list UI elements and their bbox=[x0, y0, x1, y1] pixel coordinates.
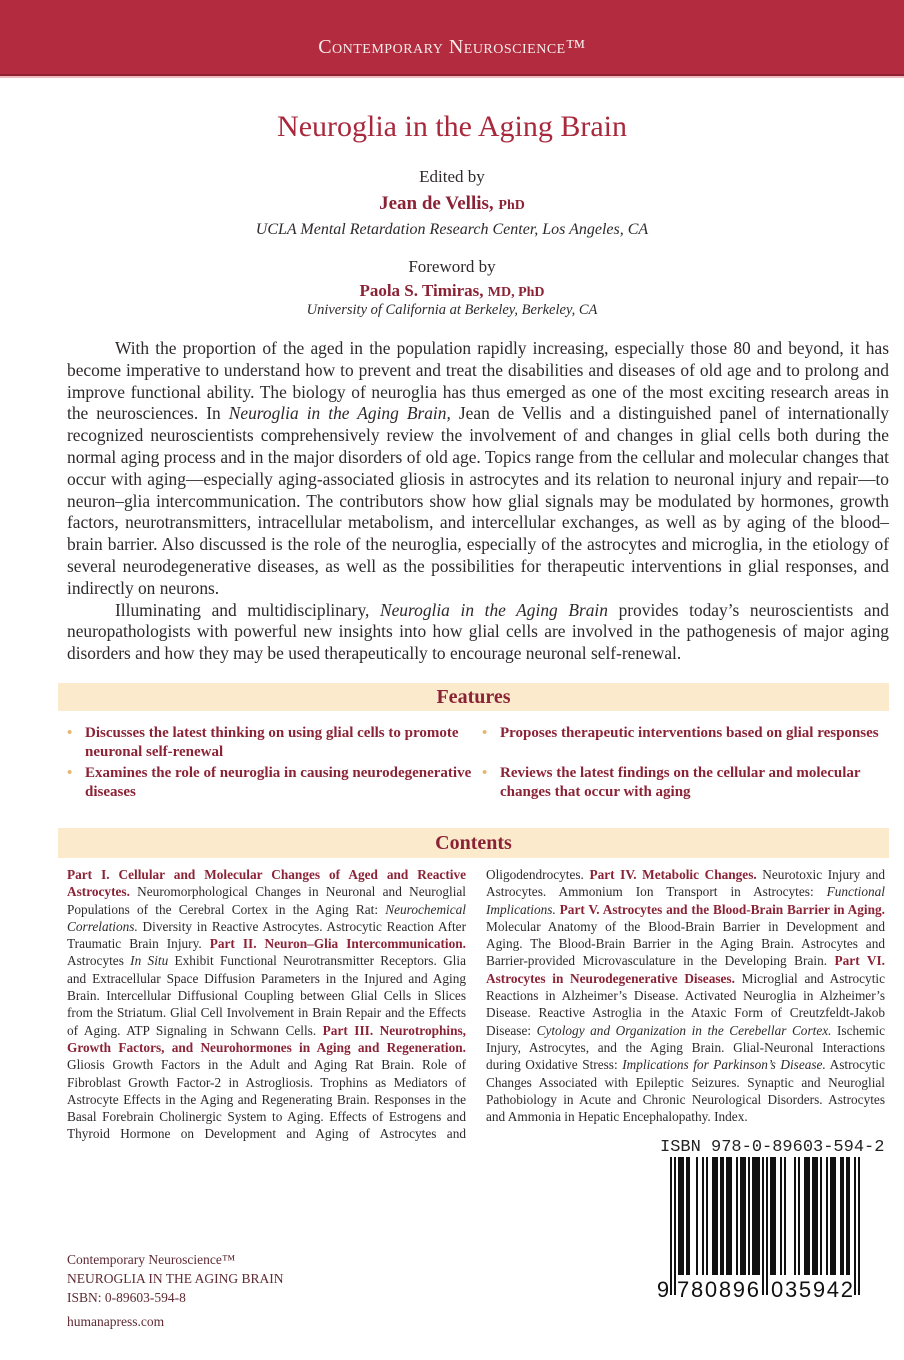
foreword-author bbox=[0, 281, 904, 301]
barcode-bar bbox=[720, 1157, 722, 1275]
barcode-bar bbox=[814, 1157, 816, 1275]
book-description bbox=[67, 338, 889, 665]
barcode-bar bbox=[840, 1157, 842, 1275]
footer-title: NEUROGLIA IN THE AGING BRAIN bbox=[67, 1271, 284, 1286]
contents-chapters: Gliosis Growth Factors in the Adult and Aging Rat Brain. Role of Fibroblast Growth Factor-2 in Astrogliosis. Trophins as Mediators of Astrocyte Effects in the Aging and Regenerating Brain. Responses in the Basal Forebrain Cholinergic System to Aging. Effects of Estrogens and Thyroid Hormone on Development and Aging of Astrocytes and Oligodendrocytes. bbox=[67, 867, 590, 1142]
foreword-affiliation: University of California at Berkeley, Berkeley, CA bbox=[306, 302, 598, 318]
contents-chapters: Neurotoxic Injury and Astrocytes. Ammonium Ion Transport in Astrocytes: bbox=[486, 867, 886, 900]
features-list bbox=[65, 724, 885, 801]
contents-chapters: Ischemic Injury, Astrocytes, and the Aging Brain. Glial-Neuronal Interactions during Oxidative Stress: bbox=[486, 1022, 885, 1073]
barcode-bar bbox=[752, 1157, 754, 1275]
barcode-bar bbox=[780, 1157, 782, 1275]
barcode-bar bbox=[742, 1157, 744, 1275]
barcode-bar bbox=[808, 1157, 810, 1275]
barcode-bar bbox=[762, 1157, 764, 1295]
contents-subtitle: Neurochemical Correlations. bbox=[67, 901, 466, 934]
contents-chapters: Astrocytic Changes Associated with Epileptic Seizures. Synaptic and Neuroglial Pathobiology in Acute and Chronic Neurological Disorders. Astrocytes and Ammonia in Hepatic Encephalopathy. Index. bbox=[486, 1057, 885, 1125]
barcode-bar bbox=[772, 1157, 774, 1275]
barcode-bar bbox=[804, 1157, 806, 1275]
footer-info bbox=[67, 1250, 284, 1307]
barcode-bar bbox=[766, 1157, 768, 1295]
contents-heading: Contents bbox=[58, 828, 889, 858]
barcode-left-digits: 780896 bbox=[677, 1277, 759, 1302]
editor-degree: PhD bbox=[498, 198, 525, 213]
banner-divider bbox=[0, 76, 904, 78]
bullet-icon: • bbox=[67, 765, 73, 781]
contents-chapters: Exhibit Functional Neurotransmitter Receptors. Glia and Extracellular Space Diffusion Parameters in the Injured and Aging Brain. Intercellular Diffusional Coupling between Glial Cells in Slices from the Striatum. Glial Cell Involvement in Brain Repair and the Effects of Aging. ATP Signaling in Schwann Cells. bbox=[67, 953, 466, 1038]
bullet-icon: • bbox=[482, 765, 488, 781]
isbn-barcode-label: ISBN 978-0-89603-594-2 bbox=[660, 1138, 885, 1157]
barcode-bar bbox=[678, 1157, 680, 1275]
barcode-bar bbox=[730, 1157, 732, 1275]
barcode-bar bbox=[830, 1157, 832, 1275]
bullet-icon: • bbox=[67, 725, 73, 741]
book-title-reference: Neuroglia in the Aging Brain, bbox=[228, 403, 451, 424]
contents-part-heading: Part VI. Astrocytes in Neurodegenerative Diseases. bbox=[486, 953, 885, 986]
foreword-by-label: Foreword by bbox=[408, 257, 496, 276]
barcode-bar bbox=[696, 1157, 698, 1275]
contents-chapters: Astrocytes bbox=[67, 953, 131, 969]
barcode-bar bbox=[770, 1157, 772, 1275]
contents-subtitle: Cytology and Organization in the Cerebellar Cortex. bbox=[536, 1022, 832, 1038]
barcode-bar bbox=[702, 1157, 704, 1275]
barcode-bar bbox=[858, 1157, 860, 1295]
barcode-bar bbox=[728, 1157, 730, 1275]
barcode-bar bbox=[806, 1157, 808, 1275]
foreword-author-degree: MD, PhD bbox=[487, 285, 545, 300]
barcode-bar bbox=[744, 1157, 746, 1275]
barcode-bar bbox=[756, 1157, 758, 1275]
contents-part-heading: Part III. Neurotrophins, Growth Factors, and Neurohormones in Aging and Regeneration. bbox=[67, 1022, 466, 1055]
feature-text: Proposes therapeutic interventions based on glial responses bbox=[500, 725, 879, 741]
feature-item bbox=[65, 764, 480, 801]
contents-part-heading: Part V. Astrocytes and the Blood-Brain Barrier in Aging. bbox=[559, 901, 885, 917]
foreword-author-name: Paola S. Timiras, bbox=[359, 281, 484, 300]
contents-part-heading: Part II. Neuron–Glia Intercommunication. bbox=[209, 936, 466, 952]
barcode-bar bbox=[686, 1157, 688, 1275]
barcode-bar bbox=[826, 1157, 828, 1275]
feature-item bbox=[480, 764, 885, 801]
feature-item bbox=[65, 724, 480, 761]
contents-chapters: Molecular Anatomy of the Blood-Brain Barrier in Development and Aging. The Blood-Brain Barrier in the Aging Brain. Astrocytes and Barrier-provided Microvasculature in the Developing Brain. bbox=[486, 918, 885, 969]
barcode-bar bbox=[714, 1157, 716, 1275]
description-paragraph bbox=[67, 338, 889, 600]
editor-affiliation: UCLA Mental Retardation Research Center, Los Angeles, CA bbox=[255, 221, 649, 238]
contents-subtitle: Implications for Parkinson’s Disease. bbox=[622, 1057, 826, 1073]
barcode-bar bbox=[680, 1157, 682, 1275]
description-text: Jean de Vellis and a distinguished panel of internationally recognized neuroscientists comprehensively review the involvement of and changes in glial cells both during the normal aging process and in the major disorders of old age. Topics range from the cellular and molecular changes that occur with aging—especially aging-associated gliosis in astrocytes and its relation to neuronal injury and repair—to neuron–glia intercommunication. The contributors show how glial signals may be modulated by hormones, growth factors, neurotransmitters, intracellular metabolism, and intercellular exchanges, as well as by aging of the blood–brain barrier. Also discussed is the role of the neuroglia, especially of the astrocytes and microglia, in the etiology of several neurodegenerative diseases, as well as the possibilities for therapeutic interventions in glial responses, and indirectly on neurons. bbox=[67, 403, 889, 598]
isbn-barcode bbox=[656, 1157, 860, 1307]
publisher-website: humanapress.com bbox=[67, 1314, 165, 1329]
barcode-bar bbox=[716, 1157, 718, 1275]
barcode-first-digit: 9 bbox=[656, 1277, 670, 1302]
barcode-bar bbox=[706, 1157, 708, 1275]
feature-item bbox=[480, 724, 885, 761]
series-title: Contemporary Neuroscience™ bbox=[318, 36, 586, 58]
barcode-bar bbox=[674, 1157, 676, 1295]
book-title: Neuroglia in the Aging Brain bbox=[277, 110, 627, 143]
barcode-bar bbox=[722, 1157, 724, 1275]
contents-chapters: Diversity in Reactive Astrocytes. Astrocytic Reaction After Traumatic Brain Injury. bbox=[67, 918, 466, 952]
features-heading: Features bbox=[58, 683, 889, 711]
table-of-contents bbox=[67, 866, 885, 1143]
barcode-bar bbox=[758, 1157, 760, 1275]
description-text: With the proportion of the aged in the population rapidly increasing, especially those 80 and beyond, it has become imperative to understand how to prevent and treat the disabilities and diseases of old age and to prolong and improve functional ability. The biology of neuroglia has thus emerged as one of the most exciting research areas in the neurosciences. In bbox=[67, 338, 889, 424]
barcode-bar bbox=[682, 1157, 684, 1275]
barcode-bar bbox=[688, 1157, 690, 1275]
barcode-right-digits: 035942 bbox=[771, 1277, 853, 1302]
description-text: provides today’s neuroscientists and neuropathologists with powerful new insights into how glial cells are involved in the pathogenesis of major aging disorders and how they may be used therapeutically to encourage neuronal self-renewal. bbox=[67, 599, 890, 664]
editor-name bbox=[0, 193, 904, 215]
barcode-bar bbox=[820, 1157, 822, 1275]
barcode-bar bbox=[798, 1157, 800, 1275]
series-banner bbox=[0, 0, 904, 76]
contents-chapters: Microglial and Astrocytic Reactions in Alzheimer’s Disease. Activated Neuroglia in Alzheimer’s Disease. Reactive Astroglia in the Ataxic Form of Creutzfeldt-Jakob Disease: bbox=[486, 970, 885, 1038]
contents-chapters: Neuromorphological Changes in Neuronal and Neuroglial Populations of the Cerebral Cortex in the Aging Rat: bbox=[67, 884, 466, 917]
barcode-bar bbox=[794, 1157, 796, 1275]
contents-part-heading: Part IV. Metabolic Changes. bbox=[589, 867, 757, 882]
barcode-bar bbox=[834, 1157, 836, 1275]
barcode-bar bbox=[740, 1157, 742, 1275]
barcode-bar bbox=[812, 1157, 814, 1275]
barcode-bar bbox=[774, 1157, 776, 1275]
description-paragraph bbox=[67, 600, 889, 665]
contents-subtitle: In Situ bbox=[130, 953, 169, 969]
barcode-bar bbox=[712, 1157, 714, 1275]
description-text: Illuminating and multidisciplinary, bbox=[115, 599, 380, 620]
feature-text: Examines the role of neuroglia in causing neurodegenerative diseases bbox=[85, 765, 472, 800]
feature-text: Reviews the latest findings on the cellular and molecular changes that occur with aging bbox=[500, 765, 861, 800]
barcode-bar bbox=[846, 1157, 848, 1275]
footer-series: Contemporary Neuroscience™ bbox=[67, 1252, 236, 1267]
book-title-reference: Neuroglia in the Aging Brain bbox=[379, 599, 608, 620]
barcode-bar bbox=[736, 1157, 738, 1275]
editor-name-text: Jean de Vellis, bbox=[379, 193, 494, 214]
footer-isbn: ISBN: 0-89603-594-8 bbox=[67, 1290, 186, 1305]
contents-subtitle: Functional Implications. bbox=[486, 884, 885, 917]
edited-by-label: Edited by bbox=[419, 167, 485, 186]
barcode-bar bbox=[784, 1157, 786, 1275]
bullet-icon: • bbox=[482, 725, 488, 741]
contents-part-heading: Part I. Cellular and Molecular Changes of Aged and Reactive Astrocytes. bbox=[67, 867, 466, 900]
feature-text: Discusses the latest thinking on using glial cells to promote neuronal self-renewal bbox=[85, 725, 459, 760]
barcode-bar bbox=[670, 1157, 672, 1295]
barcode-bar bbox=[754, 1157, 756, 1275]
barcode-bar bbox=[748, 1157, 750, 1275]
barcode-bar bbox=[832, 1157, 834, 1275]
barcode-bar bbox=[726, 1157, 728, 1275]
barcode-bar bbox=[842, 1157, 844, 1275]
barcode-bar bbox=[854, 1157, 856, 1295]
barcode-bar bbox=[848, 1157, 850, 1275]
barcode-bar bbox=[816, 1157, 818, 1275]
